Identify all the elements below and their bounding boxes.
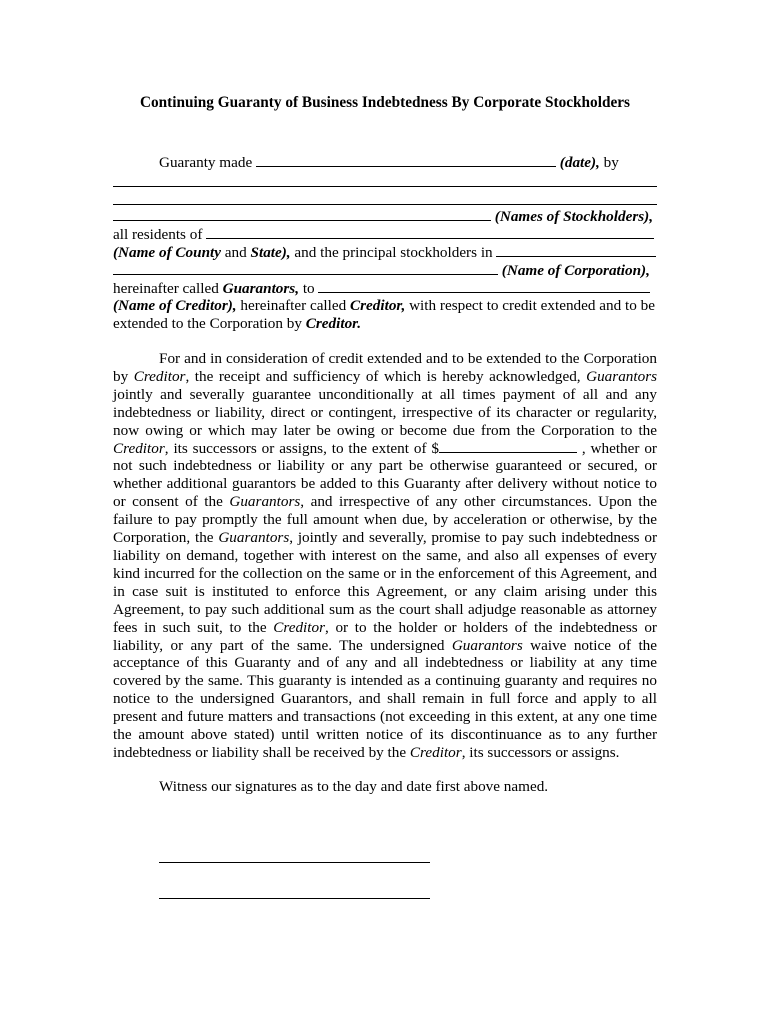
extended-line <box>113 315 657 333</box>
guarantors-label: Guarantors, <box>222 280 300 297</box>
guarantors-term: Guarantors <box>451 636 523 654</box>
stockholder-name-blank-2[interactable] <box>113 204 657 205</box>
creditor-blank[interactable] <box>318 279 650 293</box>
stockholder-name-blank-3[interactable] <box>113 207 491 221</box>
page-title: Continuing Guaranty of Business Indebtedness By Corporate Stockholders <box>139 94 630 111</box>
body-text: , or to the holder or holders of the indebtedness or liability, or any part of the same. The undersigned <box>113 618 657 654</box>
name-of-creditor-label: (Name of Creditor), <box>113 297 237 314</box>
creditor-term: Creditor <box>409 743 462 761</box>
residents-line <box>113 225 657 243</box>
and-label: and <box>224 244 247 261</box>
body-text: jointly and severally guarantee unconditionally at all times payment of all and any indebtedness or liability, direct or contingent, irrespective of its character or regularity, now owing or which may later be owing or become due from the Corporation to the <box>113 385 657 439</box>
name-of-corporation-label: (Name of Corporation), <box>501 262 650 279</box>
corporation-blank[interactable] <box>113 261 498 275</box>
witness-text: Witness our signatures as to the day and date first above named. <box>159 778 549 795</box>
to-label: to <box>302 280 315 297</box>
name-of-corporation-line <box>113 261 657 279</box>
stockholder-name-blank-1[interactable] <box>113 186 657 187</box>
body-text: , its successors or assigns, to the extent of $ <box>164 439 439 457</box>
state-label: State), <box>250 244 291 261</box>
creditor-label: Creditor, <box>350 297 406 314</box>
name-of-county-label: (Name of County <box>113 244 221 261</box>
body-text: waive notice of the acceptance of this Guaranty and of any and all indebtedness or liability at any time covered by the same. This guaranty is intended as a continuing guaranty and requires no notice to the undersigned Guarantors, and shall remain in full force and apply to all present and future matters and transactions (not exceeding in this extent, at any one time the amount above stated) until written notice of its discontinuance as to any further indebtedness or liability shall be received by the <box>113 636 658 761</box>
witness-line <box>113 778 657 796</box>
all-residents-label: all residents of <box>113 226 203 243</box>
creditor-term: Creditor <box>273 618 325 636</box>
hereinafter-called-2-label: hereinafter called <box>240 297 347 314</box>
guaranty-body-paragraph <box>113 350 657 762</box>
principal-stockholders-label: and the principal stockholders in <box>294 244 493 261</box>
body-text: , whether or not such indebtedness or liability or any part be otherwise guaranteed or secured, or whether additional guarantors be added to this Guaranty after delivery without notice to or consent of the <box>113 439 657 511</box>
guarantors-line <box>113 279 657 297</box>
signature-line-1[interactable] <box>159 862 430 863</box>
guarantors-term: Guarantors <box>218 529 290 547</box>
signature-line-2[interactable] <box>159 898 430 899</box>
names-of-stockholders-line <box>113 207 657 225</box>
extended-to-label: extended to the Corporation by <box>113 315 302 332</box>
date-label: (date), <box>559 154 600 171</box>
principal-stockholders-blank[interactable] <box>496 243 656 257</box>
creditor-term: Creditor <box>133 367 186 385</box>
with-respect-label: with respect to credit extended and to be <box>409 297 655 314</box>
body-text: , the receipt and sufficiency of which is hereby acknowledged, <box>185 367 587 385</box>
body-text: For and in consideration of credit extended and to be extended to the Corporation by <box>113 350 657 385</box>
name-of-creditor-line <box>113 297 657 315</box>
creditor-end-label: Creditor. <box>305 315 362 332</box>
names-of-stockholders-label: (Names of Stockholders), <box>494 208 653 225</box>
body-text: , its successors or assigns. <box>461 743 620 761</box>
guaranty-made-label: Guaranty made <box>159 154 253 171</box>
guarantors-term: Guarantors <box>586 367 658 385</box>
residents-blank[interactable] <box>206 225 654 239</box>
creditor-term: Creditor <box>113 439 165 457</box>
hereinafter-called-label: hereinafter called <box>113 280 219 297</box>
body-text: , and irrespective of any other circumstances. Upon the failure to pay promptly the full amount when due, by acceleration or otherwise, by the Corporation, the <box>113 493 657 547</box>
guaranty-made-line <box>113 153 657 171</box>
county-state-line <box>113 243 657 261</box>
amount-blank[interactable] <box>439 440 577 453</box>
by-label: by <box>603 154 619 171</box>
guarantors-term: Guarantors <box>229 493 301 511</box>
body-text: , jointly and severally, promise to pay such indebtedness or liability on demand, together with interest on the same, and also all expenses of every kind incurred for the collection on the same or in the enforcement of this Agreement, and in case suit is instituted to enforce this Agreement, or any claim arising under this Agreement, to pay such additional sum as the court shall adjudge reasonable as attorney fees in such suit, to the <box>113 529 658 636</box>
date-blank[interactable] <box>256 153 556 167</box>
